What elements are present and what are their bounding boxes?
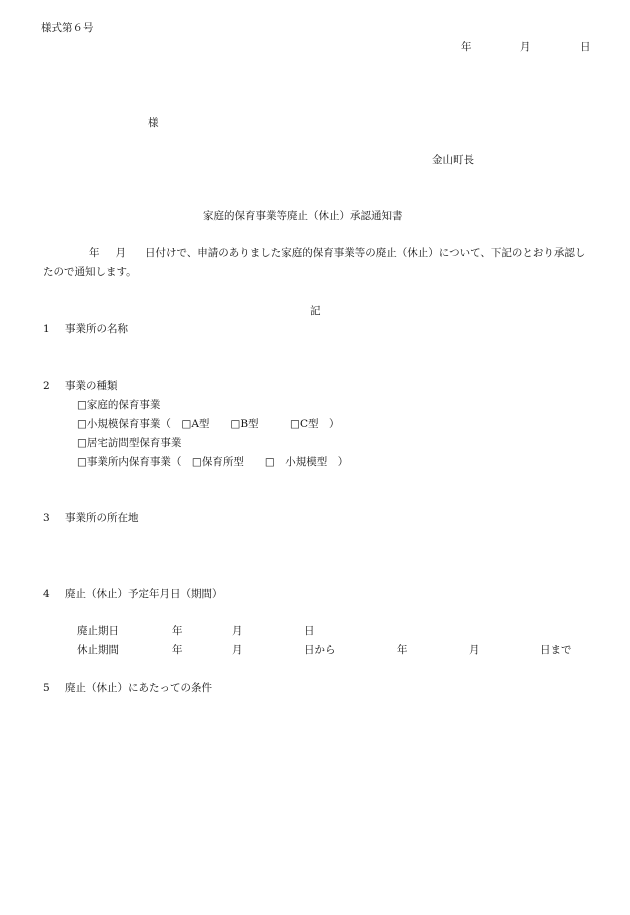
section-3-number: 3 xyxy=(43,512,50,524)
section-1-title: 事業所の名称 xyxy=(65,323,128,335)
section-4-title: 廃止（休止）予定年月日（期間） xyxy=(65,588,223,600)
date-year: 年 xyxy=(461,41,472,53)
abolish-date-label: 廃止期日 xyxy=(77,625,119,637)
suspend-year-2: 年 xyxy=(397,644,408,656)
section-5-title: 廃止（休止）にあたっての条件 xyxy=(65,682,212,694)
suspend-day-until: 日まで xyxy=(540,644,572,656)
issuer: 金山町長 xyxy=(432,154,474,166)
section-4-number: 4 xyxy=(43,588,50,600)
option-home-daycare: □家庭的保育事業 xyxy=(77,399,161,411)
document-title: 家庭的保育事業等廃止（休止）承認通知書 xyxy=(203,210,403,222)
suspend-month-2: 月 xyxy=(469,644,480,656)
body-text: 日付けで、申請のありました家庭的保育事業等の廃止（休止）について、下記のとおり承認したので通知します。 xyxy=(43,247,586,278)
abolish-year: 年 xyxy=(172,625,183,637)
section-2-title: 事業の種類 xyxy=(65,380,118,392)
date-day: 日 xyxy=(580,41,591,53)
abolish-day: 日 xyxy=(304,625,315,637)
section-3-title: 事業所の所在地 xyxy=(65,512,139,524)
date-month: 月 xyxy=(520,41,531,53)
section-2-number: 2 xyxy=(43,380,50,392)
option-home-visit-daycare: □居宅訪問型保育事業 xyxy=(77,437,182,449)
body-paragraph xyxy=(43,244,595,282)
section-5-number: 5 xyxy=(43,682,50,694)
suspend-period-label: 休止期間 xyxy=(77,644,119,656)
addressee-suffix: 様 xyxy=(148,117,159,129)
form-number: 様式第６号 xyxy=(41,22,94,34)
body-year: 年 xyxy=(89,247,100,259)
section-1-number: 1 xyxy=(43,323,50,335)
suspend-day-from: 日から xyxy=(304,644,336,656)
suspend-month: 月 xyxy=(232,644,243,656)
abolish-month: 月 xyxy=(232,625,243,637)
suspend-year: 年 xyxy=(172,644,183,656)
option-workplace-daycare: □事業所内保育事業（ □保育所型 □ 小規模型 ） xyxy=(77,456,349,468)
option-small-daycare: □小規模保育事業（ □A型 □B型 □C型 ） xyxy=(77,418,340,430)
body-month: 月 xyxy=(115,247,126,259)
ki-heading: 記 xyxy=(310,305,321,317)
